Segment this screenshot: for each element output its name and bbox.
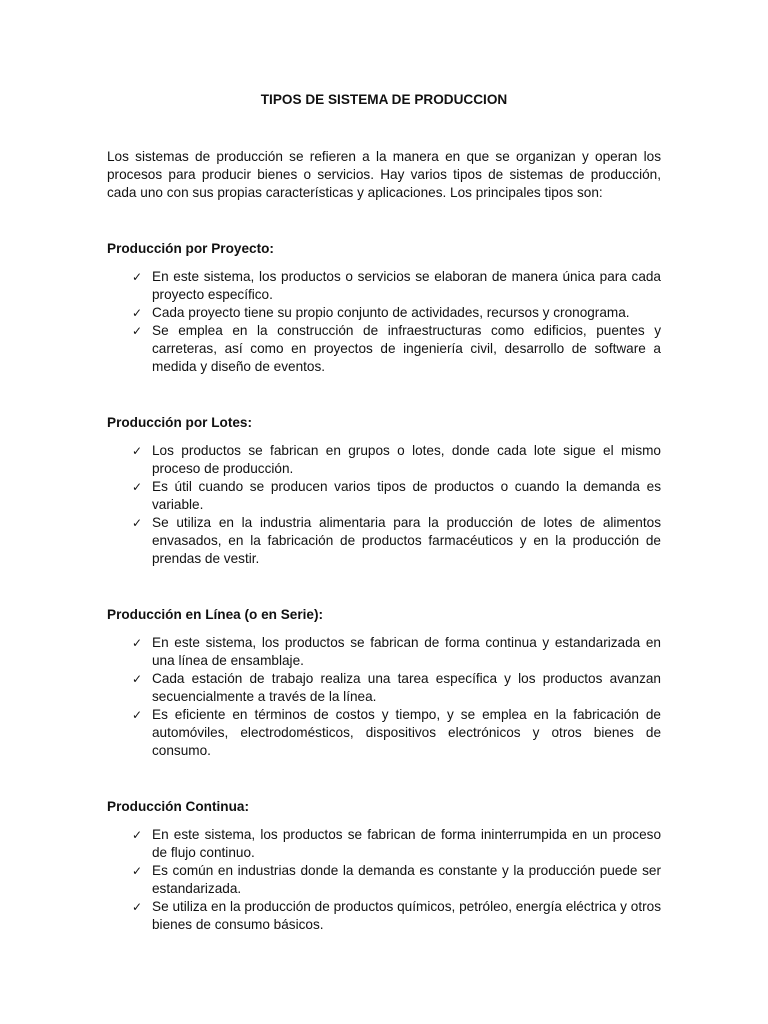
bullet-text: En este sistema, los productos o servicios se elaboran de manera única para cada proyecto específico.	[152, 269, 661, 302]
bullet-text: Es útil cuando se producen varios tipos de productos o cuando la demanda es variable.	[152, 479, 661, 512]
checkmark-icon: ✓	[131, 708, 143, 722]
bullet-text: En este sistema, los productos se fabrican de forma ininterrumpida en un proceso de flujo continuo.	[152, 827, 661, 860]
document-title: TIPOS DE SISTEMA DE PRODUCCION	[260, 92, 508, 107]
bullet-list	[107, 634, 661, 760]
checkmark-icon: ✓	[131, 306, 143, 320]
section-heading: Producción por Proyecto:	[107, 241, 274, 256]
bullet-text: Se utiliza en la industria alimentaria para la producción de lotes de alimentos envasados, en la fabricación de productos farmacéuticos y en la producción de prendas de vestir.	[152, 515, 661, 566]
checkmark-icon: ✓	[131, 270, 143, 284]
bullet-text: Es común en industrias donde la demanda es constante y la producción puede ser estandarizada.	[152, 863, 661, 896]
bullet-item	[107, 634, 661, 670]
bullet-item	[107, 826, 661, 862]
section-lotes	[107, 414, 661, 568]
section-proyecto	[107, 240, 661, 376]
section-heading: Producción por Lotes:	[107, 415, 253, 430]
section-heading: Producción en Línea (o en Serie):	[107, 607, 324, 622]
bullet-text: Cada estación de trabajo realiza una tarea específica y los productos avanzan secuencialmente a través de la línea.	[152, 671, 661, 704]
bullet-text: Los productos se fabrican en grupos o lotes, donde cada lote sigue el mismo proceso de producción.	[152, 443, 661, 476]
bullet-text: Se utiliza en la producción de productos químicos, petróleo, energía eléctrica y otros bienes de consumo básicos.	[152, 899, 661, 932]
section-continua	[107, 798, 661, 934]
bullet-text: Cada proyecto tiene su propio conjunto de actividades, recursos y cronograma.	[152, 305, 630, 320]
bullet-item	[107, 442, 661, 478]
section-linea	[107, 606, 661, 760]
bullet-text: Se emplea en la construcción de infraestructuras como edificios, puentes y carreteras, así como en proyectos de ingeniería civil, desarrollo de software a medida y diseño de eventos.	[152, 323, 661, 374]
checkmark-icon: ✓	[131, 480, 143, 494]
checkmark-icon: ✓	[131, 324, 143, 338]
bullet-item	[107, 706, 661, 760]
bullet-item	[107, 670, 661, 706]
checkmark-icon: ✓	[131, 900, 143, 914]
checkmark-icon: ✓	[131, 636, 143, 650]
bullet-item	[107, 322, 661, 376]
bullet-item	[107, 304, 661, 322]
checkmark-icon: ✓	[131, 444, 143, 458]
bullet-list	[107, 442, 661, 568]
intro-paragraph: Los sistemas de producción se refieren a la manera en que se organizan y operan los procesos para producir bienes o servicios. Hay varios tipos de sistemas de producción, cada uno con sus propias características y aplicaciones. Los principales tipos son:	[107, 149, 661, 200]
bullet-item	[107, 898, 661, 934]
bullet-item	[107, 862, 661, 898]
document-page	[107, 91, 661, 934]
bullet-item	[107, 268, 661, 304]
bullet-item	[107, 514, 661, 568]
bullet-text: En este sistema, los productos se fabrican de forma continua y estandarizada en una línea de ensamblaje.	[152, 635, 661, 668]
section-heading: Producción Continua:	[107, 799, 249, 814]
checkmark-icon: ✓	[131, 672, 143, 686]
checkmark-icon: ✓	[131, 828, 143, 842]
checkmark-icon: ✓	[131, 864, 143, 878]
bullet-item	[107, 478, 661, 514]
bullet-text: Es eficiente en términos de costos y tiempo, y se emplea en la fabricación de automóviles, electrodomésticos, dispositivos electrónicos y otros bienes de consumo.	[152, 707, 661, 758]
bullet-list	[107, 268, 661, 376]
checkmark-icon: ✓	[131, 516, 143, 530]
bullet-list	[107, 826, 661, 934]
